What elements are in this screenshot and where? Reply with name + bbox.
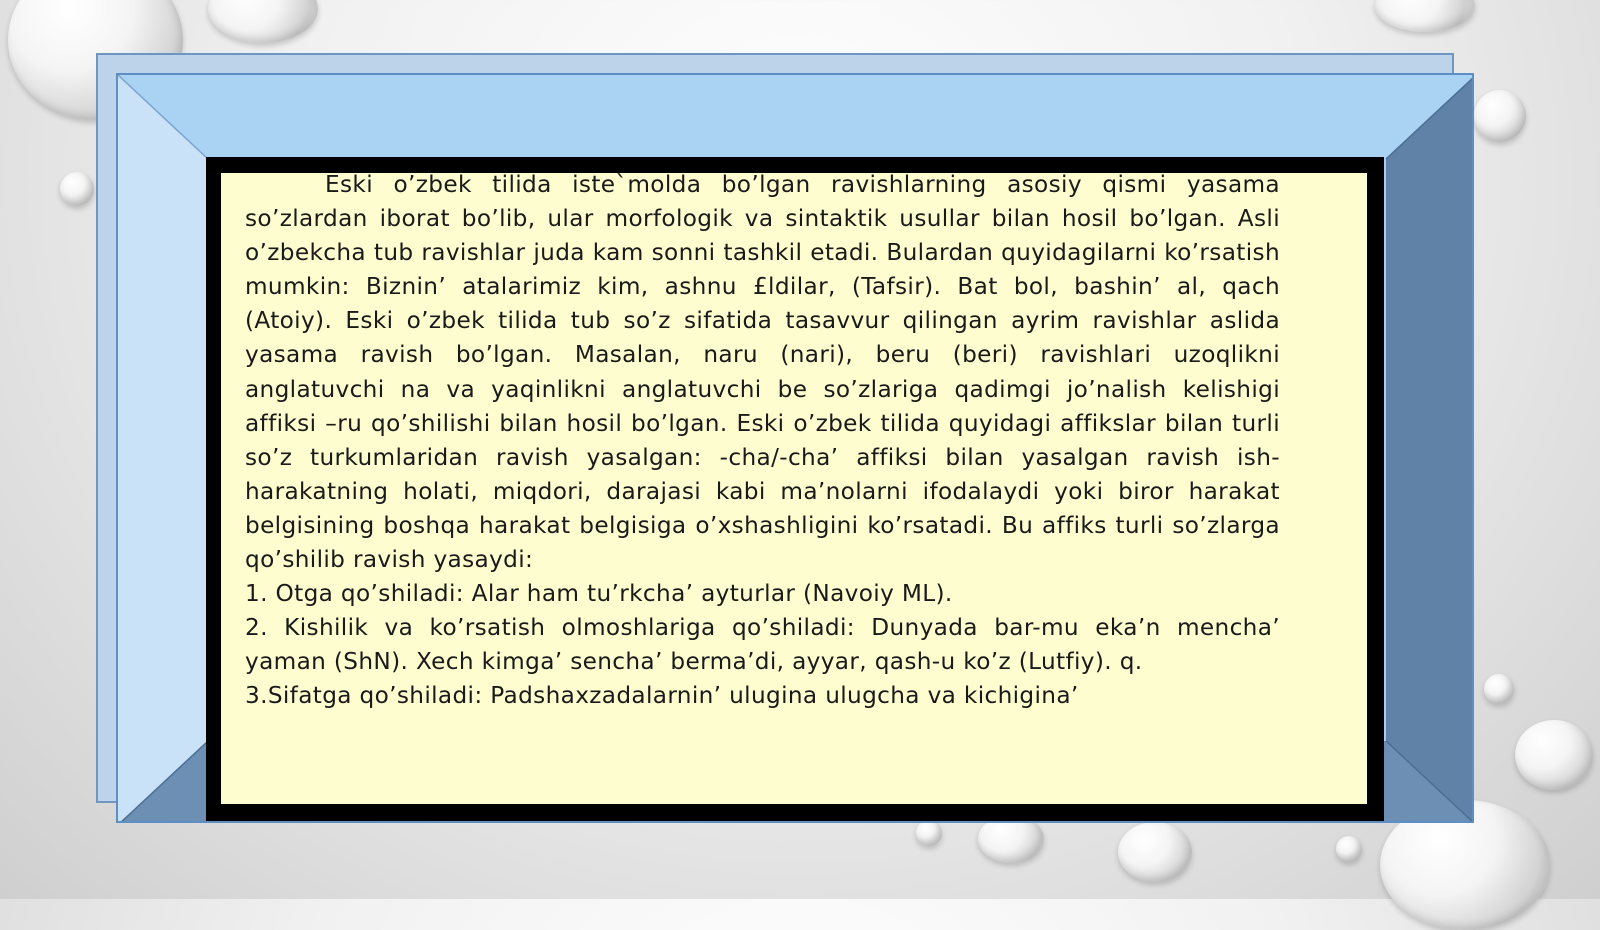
water-drop-decoration <box>1118 822 1192 882</box>
paragraph: 1. Otga qo’shiladi: Alar ham tu’rkcha’ ayturlar (Navoiy ML). <box>245 580 953 608</box>
water-drop-decoration <box>1484 674 1514 704</box>
paragraph: 3.Sifatga qo’shiladi: Padshaxzadalarnin’ ulugina ulugcha va kichigina’ <box>245 682 1079 710</box>
water-drop-decoration <box>916 820 942 846</box>
paragraph: 2. Kishilik va ko’rsatish olmoshlariga qo’shiladi: Dunyada bar-mu eka’n mencha’ yaman (ShN). Xech kimga’ sencha’ berma’di, ayyar, qash-u ko’z (Lutfiy). q. <box>245 614 1280 676</box>
water-drop-decoration <box>1474 90 1526 142</box>
water-drop-decoration <box>60 172 94 206</box>
water-drop-decoration <box>1515 720 1593 790</box>
water-drop-decoration <box>1375 0 1475 32</box>
paragraph: Eski o’zbek tilida iste`molda bo’lgan ravishlarning asosiy qismi yasama so’zlardan iborat bo’lib, ular morfologik va sintaktik usullar bilan hosil bo’lgan. Asli o’zbekcha tub ravishlar juda kam sonni tashkil etadi. Bulardan quyidagilarni ko’rsatish mumkin: Biznin’ atalarimiz kim, ashnu £ldilar, (Tafsir). Bat bol, bashin’ al, qach (Atoiy). Eski o’zbek tilida tub so’z sifatida tasavvur qilingan ayrim ravishlar aslida yasama ravish bo’lgan. Masalan, naru (nari), beru (beri) ravishlari uzoqlikni anglatuvchi na va yaqinlikni anglatuvchi be so’zlariga qadimgi jo’nalish kelishigi affiksi –ru qo’shilishi bilan hosil bo’lgan. Eski o’zbek tilida quyidagi affikslar bilan turli so’z turkumlaridan ravish yasalgan: -cha/-cha’ affiksi bilan yasalgan ravish ish-harakatning holati, miqdori, darajasi kabi ma’nolarni ifodalaydi yoki biror harakat belgisining boshqa harakat belgisiga o’xshashligini ko’rsatadi. Bu affiks turli so’zlarga qo’shilib ravish yasaydi: <box>245 171 1280 574</box>
document-text <box>245 168 1280 714</box>
water-drop-decoration <box>1336 836 1362 862</box>
water-drop-decoration <box>208 0 318 43</box>
